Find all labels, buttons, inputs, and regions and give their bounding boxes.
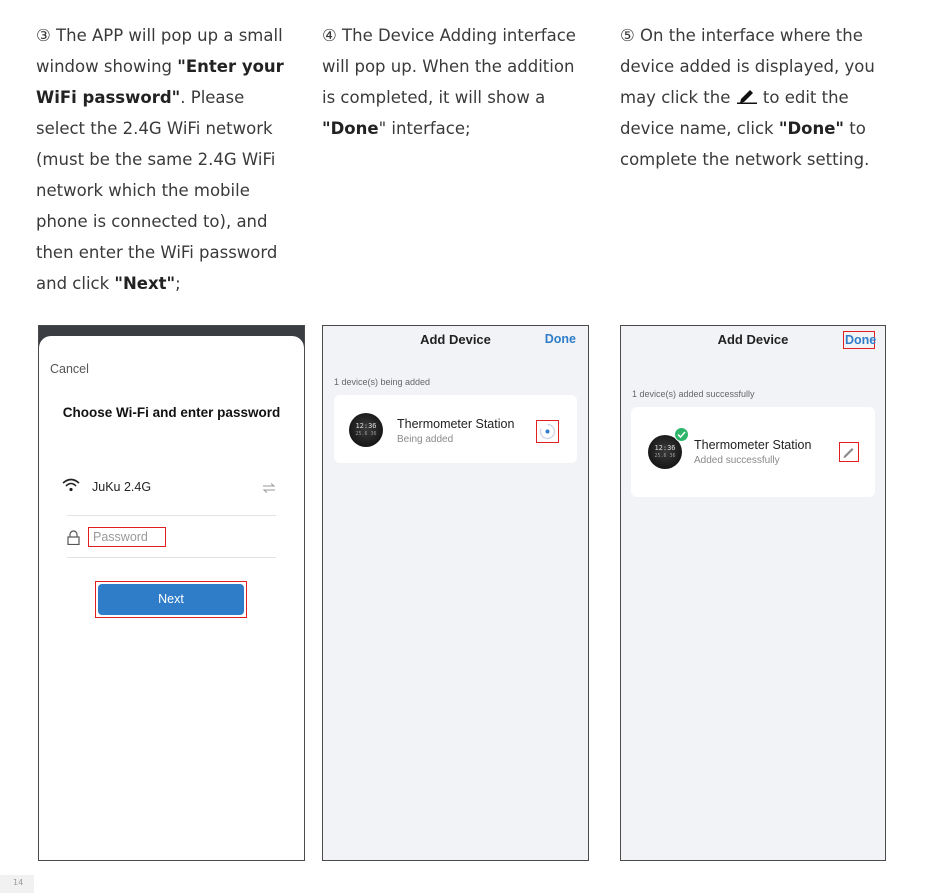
device-status: Added successfully	[694, 455, 780, 466]
next-button-highlight	[95, 581, 247, 618]
step3-text-1: ③ The APP will pop up a small window showing	[36, 26, 283, 76]
wifi-icon	[62, 478, 80, 492]
step3-text-2: . Please select the 2.4G WiFi network (must be the same 2.4G WiFi network which the mobile phone is connected to), and then enter the WiFi password and click	[36, 88, 278, 293]
loading-spinner-highlight	[536, 420, 559, 443]
step4-instructions	[322, 20, 592, 144]
done-button[interactable]: Done	[544, 332, 576, 346]
step4-text-1: ④ The Device Adding interface will pop up. When the addition is completed, it will show a	[322, 26, 576, 107]
adding-status: 1 device(s) being added	[334, 377, 431, 387]
pencil-icon	[736, 83, 758, 99]
cancel-button[interactable]: Cancel	[50, 362, 89, 376]
phone-screen-added	[620, 325, 886, 861]
step4-bold-1: "Done	[322, 119, 379, 138]
step3-text-3: ;	[175, 274, 181, 293]
wifi-network-row[interactable]	[62, 478, 276, 502]
added-status: 1 device(s) added successfully	[632, 389, 755, 399]
step3-bold-1: "Enter your WiFi password"	[36, 57, 284, 107]
page-number: 14	[0, 875, 34, 893]
step5-instructions	[620, 20, 905, 175]
sheet-title: Choose Wi-Fi and enter password	[62, 405, 281, 420]
top-bar	[621, 326, 885, 356]
phone-screen-wifi-password	[38, 325, 305, 861]
divider	[67, 515, 276, 516]
step5-bold-1: "Done"	[778, 119, 845, 138]
loading-spinner-icon	[537, 421, 558, 442]
step5-text-2: to edit the device name, click	[620, 88, 849, 138]
device-card	[334, 395, 577, 463]
device-icon: 12:36 25.6 36	[648, 435, 682, 469]
edit-name-button[interactable]	[839, 442, 859, 462]
edit-pencil-icon	[840, 443, 858, 461]
page-title: Add Device	[717, 332, 789, 347]
step3-bold-2: "Next"	[114, 274, 176, 293]
device-name: Thermometer Station	[694, 438, 812, 452]
next-button[interactable]: Next	[98, 584, 244, 615]
top-bar	[323, 326, 588, 356]
device-card	[631, 407, 875, 497]
device-name: Thermometer Station	[397, 417, 515, 431]
step3-instructions	[36, 20, 286, 299]
step5-text-3: to complete the network setting.	[620, 119, 870, 169]
divider	[67, 557, 276, 558]
lock-icon	[67, 530, 80, 545]
device-status: Being added	[397, 434, 454, 445]
done-button[interactable]: Done	[845, 333, 877, 347]
step5-text-1: ⑤ On the interface where the device added is displayed, you may click the	[620, 26, 875, 107]
password-sheet	[39, 336, 304, 860]
switch-network-icon[interactable]	[262, 480, 276, 490]
done-button-highlight	[843, 331, 875, 349]
password-input[interactable]: Password	[88, 527, 166, 547]
check-icon	[674, 427, 689, 442]
page-title: Add Device	[420, 332, 491, 347]
wifi-name: JuKu 2.4G	[92, 480, 152, 494]
phone-screen-adding	[322, 325, 589, 861]
step4-text-2: " interface;	[378, 119, 471, 138]
device-icon: 12:36 25.6 36	[349, 413, 383, 447]
